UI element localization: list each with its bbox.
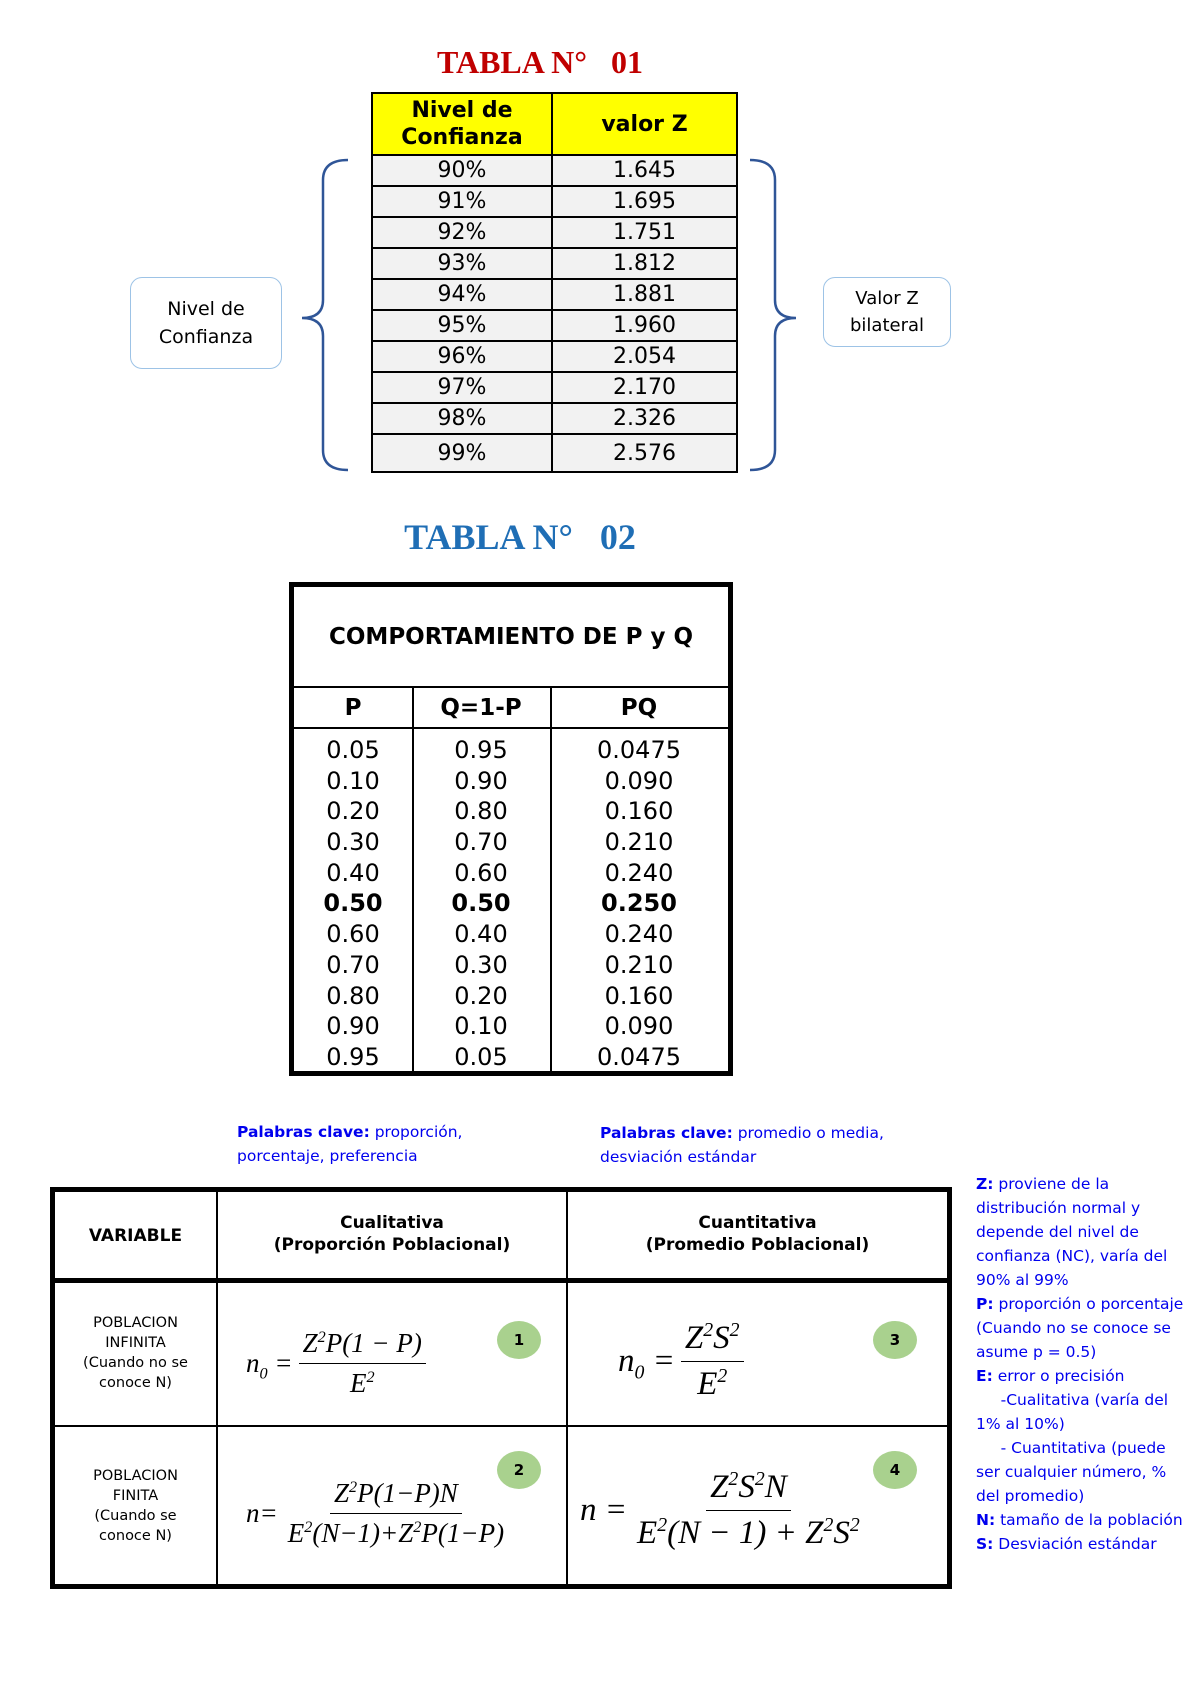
z-cell: 2.054: [552, 341, 737, 372]
formula-infinite-proportion: $n_0$ = $\frac{Z^2P(1 - P)}{E^2}$: [246, 1318, 432, 1408]
header-variable: VARIABLE: [88, 1226, 183, 1246]
divider: [55, 1278, 947, 1283]
tabla2-title: TABLA N° 02: [404, 517, 636, 557]
pq-column-pq: [550, 688, 728, 1071]
pq-cell: 0.30: [454, 950, 508, 979]
pq-cell: 0.0475: [597, 736, 681, 764]
pq-cell: 0.05: [454, 1042, 508, 1071]
left-brace-icon: [290, 150, 350, 480]
pq-cell: 0.160: [604, 797, 674, 826]
keywords-text: promedio o media, desviación estándar: [600, 1124, 884, 1166]
legend-item: [976, 1364, 1188, 1388]
table-row: [372, 434, 737, 472]
legend-item: [976, 1532, 1188, 1556]
label-line: FINITA: [112, 1488, 159, 1504]
nivel-cell: 99%: [372, 434, 552, 472]
header-cuantitativa: [568, 1212, 947, 1256]
cutoff-note-strip: [78, 1606, 698, 1614]
table-row: [372, 186, 737, 217]
table-row: [372, 403, 737, 434]
pq-cell: 0.60: [454, 858, 508, 887]
keywords-label: Palabras clave:: [600, 1124, 733, 1142]
pq-cell: 0.240: [604, 920, 674, 949]
legend-text: Desviación estándar: [993, 1535, 1157, 1553]
pq-cell: 0.30: [326, 828, 380, 857]
formula-badge-1: 1: [497, 1321, 541, 1359]
z-cell: 2.326: [552, 403, 737, 434]
legend-item: [976, 1388, 1188, 1436]
pq-table-header: COMPORTAMIENTO DE P y Q: [294, 587, 728, 688]
legend-text: - Cuantitativa (puede ser cualquier número, % del promedio): [976, 1439, 1172, 1505]
pq-cell: 0.05: [326, 736, 380, 764]
label-line: conoce N): [99, 1375, 172, 1391]
legend-label: S:: [976, 1535, 994, 1553]
table-row: [372, 310, 737, 341]
nivel-cell: 90%: [372, 155, 552, 186]
formula-badge-2: 2: [497, 1451, 541, 1489]
pq-cell: 0.240: [604, 858, 674, 887]
pq-cell: 0.10: [454, 1012, 508, 1041]
nivel-cell: 97%: [372, 372, 552, 403]
formula-badge-4: 4: [873, 1451, 917, 1489]
pq-cell: 0.95: [454, 736, 508, 764]
pq-cell: 0.70: [326, 950, 380, 979]
right-brace-icon: [748, 150, 808, 480]
col-header-nivel: Nivel de Confianza: [372, 93, 552, 155]
legend-label: Z:: [976, 1175, 994, 1193]
header-line: (Proporción Poblacional): [273, 1235, 511, 1255]
nivel-cell: 93%: [372, 248, 552, 279]
nivel-cell: 98%: [372, 403, 552, 434]
z-cell: 1.960: [552, 310, 737, 341]
z-cell: 1.751: [552, 217, 737, 248]
pq-cell: 0.20: [326, 797, 380, 826]
row-label-finita: [55, 1466, 216, 1546]
label-line: (Cuando se: [94, 1508, 177, 1524]
legend-label: E:: [976, 1367, 993, 1385]
header-line: Cuantitativa: [698, 1213, 817, 1233]
header-line: Cualitativa: [340, 1213, 444, 1233]
z-cell: 1.695: [552, 186, 737, 217]
confidence-z-table: [371, 92, 738, 473]
pq-cell: 0.090: [604, 766, 674, 795]
legend-label: P:: [976, 1295, 994, 1313]
formula-finite-mean: n = $\frac{Z^2S^2N}{E^2(N - 1) + Z^2S^2}$: [580, 1467, 860, 1551]
pq-cell: 0.250: [601, 889, 677, 918]
pq-cell: 0.50: [451, 889, 511, 918]
row-label-infinita: [55, 1313, 216, 1393]
label-line: conoce N): [99, 1528, 172, 1544]
pq-cell: 0.80: [454, 797, 508, 826]
legend-label: N:: [976, 1511, 996, 1529]
z-cell: 1.812: [552, 248, 737, 279]
pq-cell: 0.210: [604, 950, 674, 979]
nivel-cell: 96%: [372, 341, 552, 372]
legend-item: [976, 1508, 1188, 1532]
keywords-label: Palabras clave:: [237, 1123, 370, 1141]
z-cell: 2.576: [552, 434, 737, 472]
pq-cell: 0.50: [323, 889, 383, 918]
label-line: POBLACION: [93, 1468, 178, 1484]
pq-cell: 0.80: [326, 981, 380, 1010]
z-cell: 1.645: [552, 155, 737, 186]
label-line: INFINITA: [105, 1335, 166, 1351]
pq-cell: 0.90: [326, 1012, 380, 1041]
pq-column-p: [294, 688, 414, 1071]
nivel-cell: 95%: [372, 310, 552, 341]
keywords-quantitative: [600, 1121, 920, 1169]
tabla1-title: TABLA N° 01: [436, 44, 643, 80]
callout-text: Valor Z bilateral: [849, 288, 925, 336]
pq-cell: 0.95: [326, 1042, 380, 1071]
formula-finite-proportion: n= $\frac{Z^2P(1-P)N}{E^2(N-1)+Z^2P(1-P)}$: [246, 1477, 505, 1548]
pq-column-q: [412, 688, 552, 1071]
keywords-qualitative: [237, 1120, 537, 1168]
pq-cell: 0.10: [326, 766, 380, 795]
pq-cell: 0.20: [454, 981, 508, 1010]
legend-text: -Cualitativa (varía del 1% al 10%): [976, 1391, 1173, 1433]
legend-text: tamaño de la población: [995, 1511, 1183, 1529]
col-header-p: P: [294, 688, 412, 729]
keywords-text: proporción, porcentaje, preferencia: [237, 1123, 463, 1165]
col-header-z: valor Z: [552, 93, 737, 155]
pq-cell: 0.60: [326, 920, 380, 949]
legend-text: proporción o porcentaje (Cuando no se conoce se asume p = 0.5): [976, 1295, 1189, 1361]
nivel-cell: 92%: [372, 217, 552, 248]
z-cell: 1.881: [552, 279, 737, 310]
variables-legend: [976, 1172, 1188, 1556]
label-line: POBLACION: [93, 1315, 178, 1331]
table-row: [372, 217, 737, 248]
pq-cell: 0.0475: [597, 1042, 681, 1071]
pq-cell: 0.210: [604, 828, 674, 857]
formula-infinite-mean: $n_0$ = $\frac{Z^2S^2}{E^2}$: [618, 1312, 750, 1410]
col-header-q: Q=1-P: [412, 688, 550, 729]
legend-text: proviene de la distribución normal y depende del nivel de confianza (NC), varía del 90% al 99%: [976, 1175, 1173, 1289]
legend-text: error o precisión: [992, 1367, 1125, 1385]
legend-item: [976, 1292, 1188, 1364]
callout-text: Nivel de Confianza: [158, 298, 254, 348]
z-cell: 2.170: [552, 372, 737, 403]
pq-cell: 0.40: [326, 858, 380, 887]
header-cualitativa: [218, 1212, 566, 1256]
label-line: (Cuando no se: [83, 1355, 188, 1371]
nivel-confianza-callout: [130, 277, 282, 369]
col-header-pq: PQ: [550, 688, 728, 729]
legend-item: [976, 1436, 1188, 1508]
table-row: [372, 341, 737, 372]
nivel-cell: 91%: [372, 186, 552, 217]
table-row: [372, 155, 737, 186]
table-row: [372, 372, 737, 403]
pq-cell: 0.160: [604, 981, 674, 1010]
header-line: (Promedio Poblacional): [645, 1235, 870, 1255]
pq-cell: 0.090: [604, 1012, 674, 1041]
divider: [55, 1425, 947, 1427]
table-row: [372, 279, 737, 310]
legend-item: [976, 1172, 1188, 1292]
table-row: [372, 248, 737, 279]
nivel-cell: 94%: [372, 279, 552, 310]
pq-cell: 0.90: [454, 766, 508, 795]
formula-badge-3: 3: [873, 1321, 917, 1359]
valor-z-callout: [823, 277, 951, 347]
pq-cell: 0.40: [454, 920, 508, 949]
pq-cell: 0.70: [454, 828, 508, 857]
